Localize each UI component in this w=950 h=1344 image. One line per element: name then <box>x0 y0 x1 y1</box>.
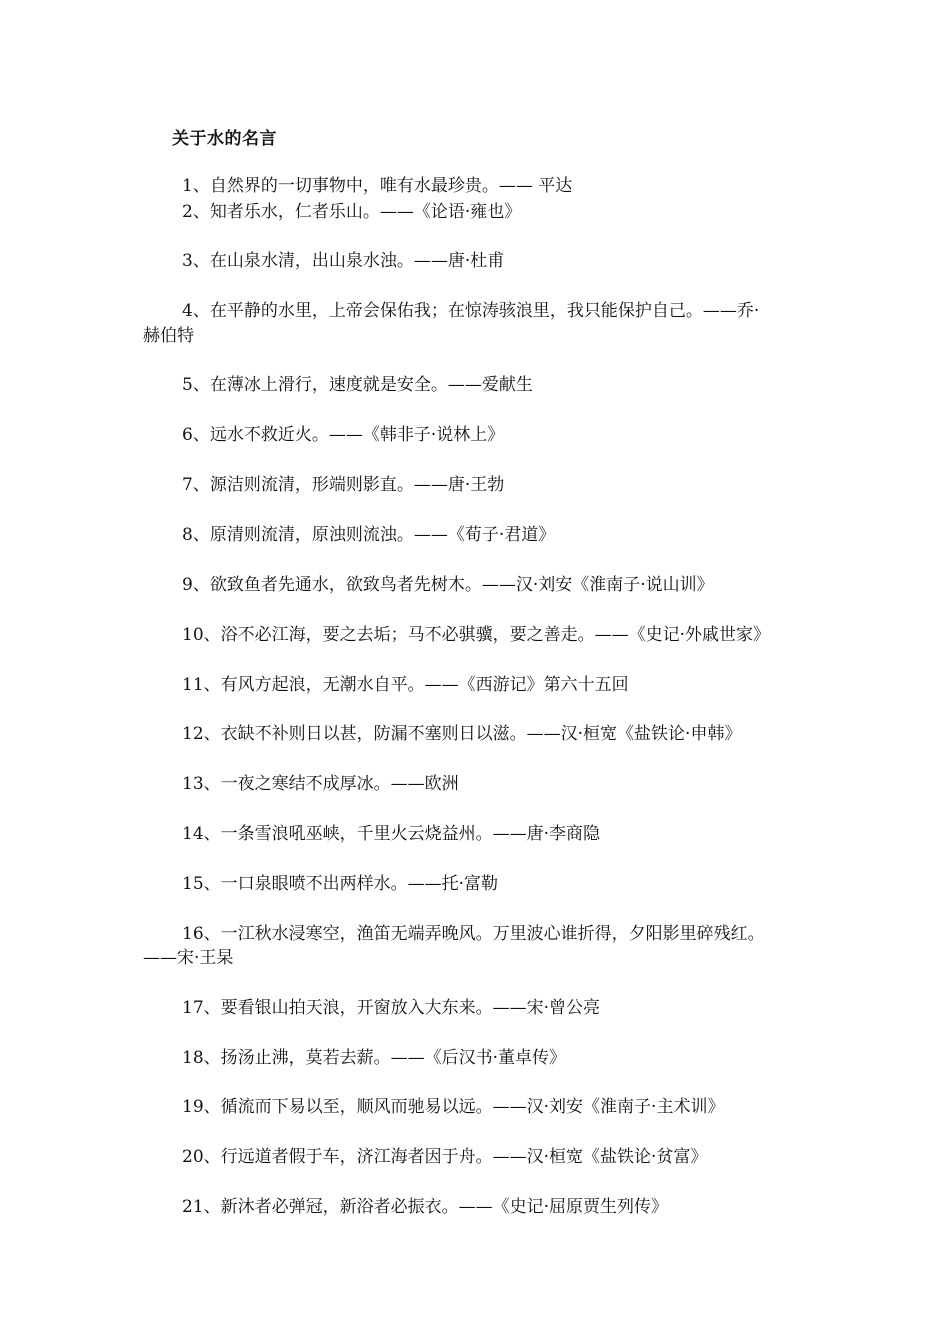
page-title: 关于水的名言 <box>172 129 277 149</box>
quote-12: 12、衣缺不补则日以甚，防漏不塞则日以滋。——汉·桓宽《盐铁论·申韩》 <box>182 724 742 744</box>
quote-13: 13、一夜之寒结不成厚冰。——欧洲 <box>182 774 459 794</box>
quote-18: 18、扬汤止沸，莫若去薪。——《后汉书·董卓传》 <box>182 1048 567 1068</box>
quote-4: 4、在平静的水里，上帝会保佑我；在惊涛骇浪里，我只能保护自己。——乔· <box>182 301 760 321</box>
quote-20: 20、行远道者假于车，济江海者因于舟。——汉·桓宽《盐铁论·贫富》 <box>182 1147 708 1167</box>
quote-2: 2、知者乐水，仁者乐山。——《论语·雍也》 <box>182 202 522 222</box>
quote-3: 3、在山泉水清，出山泉水浊。——唐·杜甫 <box>182 251 505 271</box>
quote-5: 5、在薄冰上滑行，速度就是安全。——爱献生 <box>182 375 533 395</box>
quote-11: 11、有风方起浪，无潮水自平。——《西游记》第六十五回 <box>182 675 629 695</box>
quote-15: 15、一口泉眼喷不出两样水。——托·富勒 <box>182 874 499 894</box>
quote-17: 17、要看银山拍天浪，开窗放入大东来。——宋·曾公亮 <box>182 998 601 1018</box>
quote-4-continued: 赫伯特 <box>143 326 194 346</box>
quote-8: 8、原清则流清，原浊则流浊。——《荀子·君道》 <box>182 525 556 545</box>
quote-6: 6、远水不救近火。——《韩非子·说林上》 <box>182 425 505 445</box>
quote-16-continued: ——宋·王杲 <box>143 948 234 968</box>
quote-1: 1、自然界的一切事物中，唯有水最珍贵。—— 平达 <box>182 176 573 196</box>
quote-10: 10、浴不必江海，要之去垢；马不必骐骥，要之善走。——《史记·外戚世家》 <box>182 625 771 645</box>
quote-16: 16、一江秋水浸寒空，渔笛无端弄晚风。万里波心谁折得，夕阳影里碎残红。 <box>182 924 765 944</box>
quote-9: 9、欲致鱼者先通水，欲致鸟者先树木。——汉·刘安《淮南子·说山训》 <box>182 575 714 595</box>
quote-21: 21、新沐者必弹冠，新浴者必振衣。——《史记·屈原贾生列传》 <box>182 1197 669 1217</box>
quote-7: 7、源洁则流清，形端则影直。——唐·王勃 <box>182 475 505 495</box>
quote-14: 14、一条雪浪吼巫峡，千里火云烧益州。——唐·李商隐 <box>182 824 601 844</box>
quote-19: 19、循流而下易以至，顺风而驰易以远。——汉·刘安《淮南子·主术训》 <box>182 1097 725 1117</box>
